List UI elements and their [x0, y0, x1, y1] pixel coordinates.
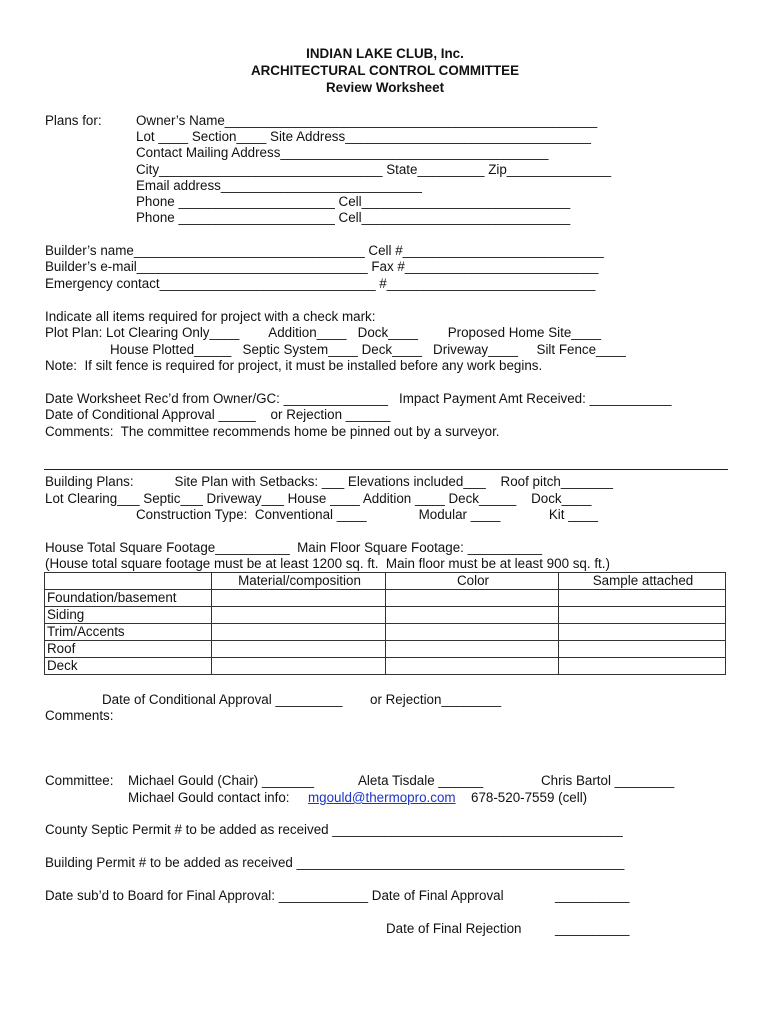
- plot-plan-checklist[interactable]: Plot Plan: Lot Clearing Only____ Addition____ Dock____ Proposed Home Site____: [45, 325, 602, 340]
- material-cell[interactable]: [212, 624, 386, 641]
- conditional-approval-field[interactable]: Date of Conditional Approval _____ or Rejection ______: [45, 407, 391, 422]
- owner-name-field[interactable]: Owner’s Name__________________________________________________: [136, 113, 598, 128]
- silt-fence-note: Note: If silt fence is required for project, it must be installed before any work begins.: [45, 358, 543, 373]
- committee-member-bartol[interactable]: Chris Bartol ________: [541, 773, 675, 788]
- house-plotted-checklist[interactable]: House Plotted_____ Septic System____ Deck____ Driveway____ Silt Fence____: [110, 342, 626, 357]
- materials-header-material: Material/composition: [212, 573, 386, 590]
- org-title: INDIAN LAKE CLUB, Inc.: [306, 46, 464, 61]
- row-label-siding: Siding: [45, 607, 212, 624]
- materials-header-sample: Sample attached: [559, 573, 726, 590]
- mailing-address-field[interactable]: Contact Mailing Address____________________________________: [136, 145, 549, 160]
- builder-name-field[interactable]: Builder’s name_______________________________ Cell #___________________________: [45, 243, 604, 258]
- square-footage-note: (House total square footage must be at least 1200 sq. ft. Main floor must be at least 900 sq. ft.): [45, 556, 610, 571]
- row-label-roof: Roof: [45, 641, 212, 658]
- building-permit-field[interactable]: Building Permit # to be added as received ____________________________________________: [45, 855, 625, 870]
- table-row: [45, 658, 726, 675]
- rejection-field[interactable]: or Rejection________: [370, 692, 502, 707]
- contact-email-link[interactable]: mgould@thermopro.com: [308, 790, 456, 805]
- table-row: [45, 641, 726, 658]
- final-approval-date-field[interactable]: __________: [555, 888, 630, 903]
- table-row: [45, 590, 726, 607]
- materials-header-color: Color: [386, 573, 559, 590]
- row-label-deck: Deck: [45, 658, 212, 675]
- square-footage-field[interactable]: House Total Square Footage__________ Main Floor Square Footage: __________: [45, 540, 543, 555]
- page-title: Review Worksheet: [325, 80, 445, 95]
- items-intro: Indicate all items required for project with a check mark:: [45, 309, 376, 324]
- building-plans-checklist[interactable]: Building Plans: Site Plan with Setbacks: ___ Elevations included___ Roof pitch_______: [45, 474, 613, 489]
- worksheet-received-field[interactable]: Date Worksheet Rec’d from Owner/GC: ______________ Impact Payment Amt Received: ___________: [45, 391, 672, 406]
- committee-comments: Comments: The committee recommends home be pinned out by a surveyor.: [45, 424, 500, 439]
- conditional-approval-date-field[interactable]: Date of Conditional Approval _________: [102, 692, 343, 707]
- sample-cell[interactable]: [559, 658, 726, 675]
- construction-type-checklist[interactable]: Construction Type: Conventional ____ Modular ____ Kit ____: [136, 507, 598, 522]
- lot-clearing-checklist[interactable]: Lot Clearing___ Septic___ Driveway___ House ____ Addition ____ Deck_____ Dock____: [45, 491, 592, 506]
- committee-label: Committee:: [45, 773, 114, 788]
- phone-cell-field-1[interactable]: Phone _____________________ Cell____________________________: [136, 194, 571, 209]
- city-state-zip-field[interactable]: City______________________________ State_________ Zip______________: [136, 162, 612, 177]
- materials-header-blank: [45, 573, 212, 590]
- material-cell[interactable]: [212, 590, 386, 607]
- plans-for-label: Plans for:: [45, 113, 102, 128]
- contact-phone: 678-520-7559 (cell): [471, 790, 588, 805]
- final-rejection-label: Date of Final Rejection: [386, 921, 522, 936]
- color-cell[interactable]: [386, 607, 559, 624]
- final-rejection-date-field[interactable]: __________: [555, 921, 630, 936]
- material-cell[interactable]: [212, 658, 386, 675]
- sample-cell[interactable]: [559, 641, 726, 658]
- sample-cell[interactable]: [559, 590, 726, 607]
- color-cell[interactable]: [386, 641, 559, 658]
- material-cell[interactable]: [212, 641, 386, 658]
- phone-cell-field-2[interactable]: Phone _____________________ Cell____________________________: [136, 210, 571, 225]
- row-label-foundation: Foundation/basement: [45, 590, 212, 607]
- section-divider: [44, 469, 728, 470]
- contact-info-label: Michael Gould contact info:: [128, 790, 290, 805]
- builder-email-field[interactable]: Builder’s e-mail_______________________________ Fax #__________________________: [45, 259, 599, 274]
- committee-member-tisdale[interactable]: Aleta Tisdale ______: [358, 773, 484, 788]
- color-cell[interactable]: [386, 590, 559, 607]
- color-cell[interactable]: [386, 658, 559, 675]
- color-cell[interactable]: [386, 624, 559, 641]
- septic-permit-field[interactable]: County Septic Permit # to be added as received _______________________________________: [45, 822, 623, 837]
- comments-label: Comments:: [45, 708, 114, 723]
- email-field[interactable]: Email address___________________________: [136, 178, 422, 193]
- committee-member-gould[interactable]: Michael Gould (Chair) _______: [128, 773, 315, 788]
- table-row: [45, 624, 726, 641]
- sample-cell[interactable]: [559, 607, 726, 624]
- emergency-contact-field[interactable]: Emergency contact_____________________________ #____________________________: [45, 276, 596, 291]
- final-approval-sub-field[interactable]: Date sub’d to Board for Final Approval: ____________ Date of Final Approval: [45, 888, 504, 903]
- material-cell[interactable]: [212, 607, 386, 624]
- sample-cell[interactable]: [559, 624, 726, 641]
- lot-section-field[interactable]: Lot ____ Section____ Site Address_________________________________: [136, 129, 591, 144]
- materials-table: [44, 572, 726, 675]
- materials-header-row: [45, 573, 726, 590]
- committee-title: ARCHITECTURAL CONTROL COMMITTEE: [250, 63, 520, 78]
- row-label-trim: Trim/Accents: [45, 624, 212, 641]
- table-row: [45, 607, 726, 624]
